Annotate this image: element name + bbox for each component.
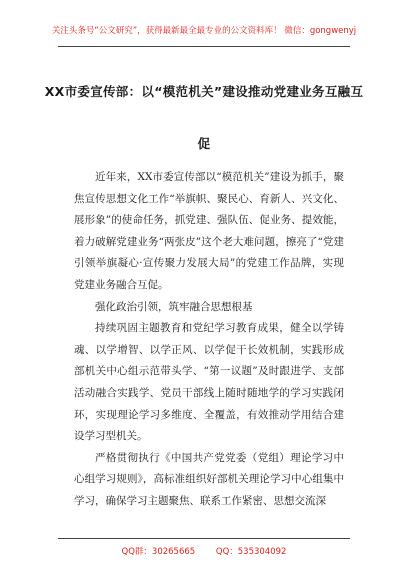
body-paragraph: 近年来，XX市委宣传部以“模范机关”建设为抓手，聚焦宣传思想文化工作“举旗帜、聚民心、育新人、兴文化、展形象”的使命任务，抓党建、强队伍、促业务、提效能，着力破解党建业务“两张皮”这个老大难问题，擦亮了“党建引领举旗凝心·宣传聚力发展大局”的党建工作品牌，实现党建业务融合互促。 <box>74 171 344 291</box>
header-banner: 关注头条号“公文研究”，获得最新最全最专业的公文资料库！ 微信：gongwenyj <box>51 26 357 36</box>
footer <box>0 545 408 557</box>
document-body <box>74 167 344 513</box>
document-title: XX市委宣传部：以“模范机关”建设推动党建业务互融互促 <box>44 84 364 151</box>
footer-qq-group: QQ群：30265665 <box>121 547 196 557</box>
footer-divider <box>58 538 350 539</box>
header-divider <box>58 46 350 47</box>
footer-qq-contact: QQ：535304092 <box>215 547 287 557</box>
section-heading: 强化政治引领，筑牢融合思想根基 <box>95 300 253 313</box>
body-paragraph: 持续巩固主题教育和党纪学习教育成果，健全以学铸魂、以学增智、以学正风、以学促干长效机制，实践形成部机关中心组示范带头学、“第一议题”及时跟进学、支部活动融合实践学、党员干部线上随时随地学的学习实践闭环，实现理论学习多维度、全覆盖，有效推动学用结合建设学习型机关。 <box>74 322 344 443</box>
body-paragraph: 严格贯彻执行《中国共产党党委（党组）理论学习中心组学习规则》，高标准组织好部机关理论学习中心组集中学习，确保学习主题聚焦、联系工作紧密、思想交流深 <box>74 451 344 507</box>
